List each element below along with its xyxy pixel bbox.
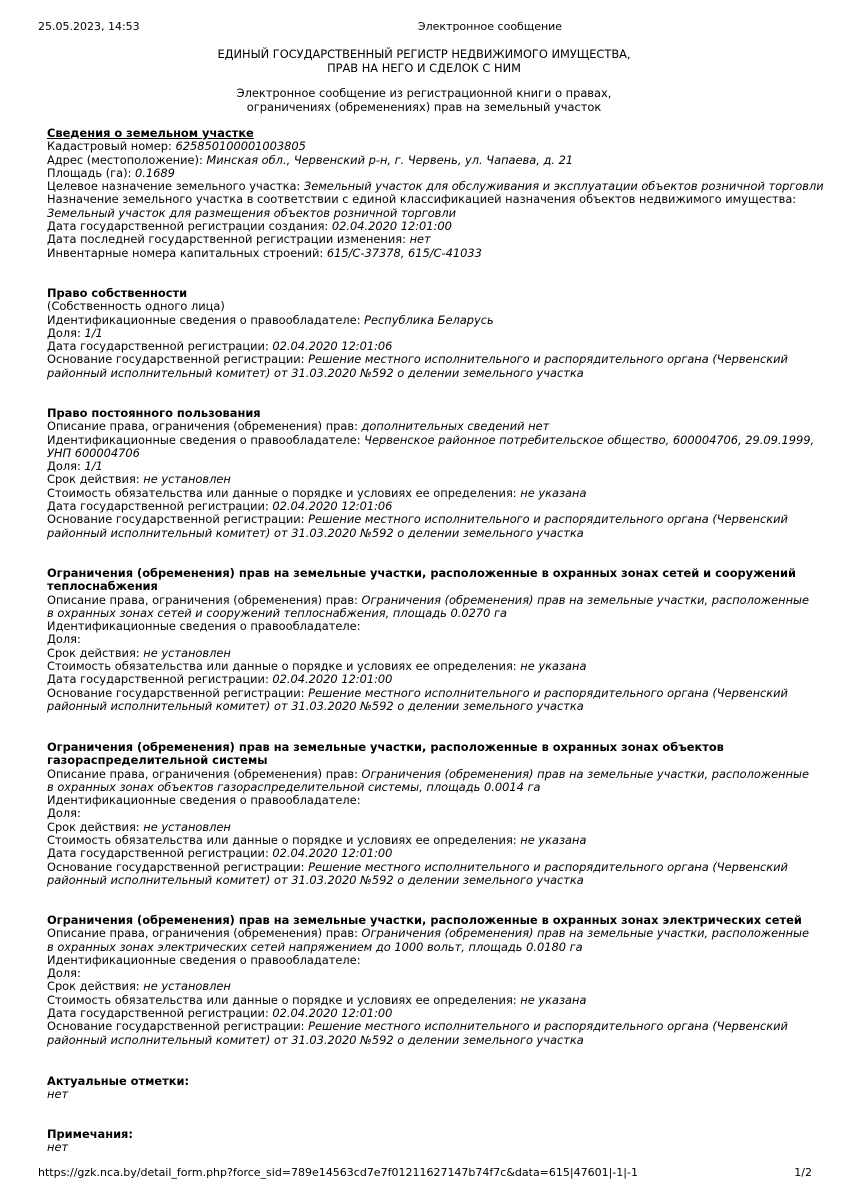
field-classification-value: Земельный участок для размещения объектов розничной торговли: [47, 205, 457, 220]
field-registration-date: [47, 500, 817, 513]
field-cadastral-number: [47, 140, 817, 153]
section-title: Ограничения (обременения) прав на земельные участки, расположенные в охранных зонах электрических сетей: [47, 913, 802, 927]
field-description: [47, 420, 817, 433]
field-label: Дата государственной регистрации:: [47, 339, 273, 354]
print-page-title: Электронное сообщение: [417, 20, 563, 33]
field-description-continued: в охранных зонах объектов газораспределительной системы, площадь 0.0014 га: [47, 779, 541, 794]
field-value: 02.04.2020 12:01:00: [331, 219, 452, 234]
field-label: Дата государственной регистрации:: [47, 846, 273, 861]
section-title: Актуальные отметки:: [47, 1074, 189, 1088]
field-basis-continued: районный исполнительный комитет) от 31.03.2020 №592 о делении земельного участка: [47, 1032, 584, 1047]
field-basis-continued: районный исполнительный комитет) от 31.03.2020 №592 о делении земельного участка: [47, 365, 584, 380]
field-description: [47, 768, 817, 781]
field-description: [47, 594, 817, 607]
field-label: Описание права, ограничения (обременения) прав:: [47, 592, 362, 607]
section-ownership: [47, 287, 817, 380]
field-share: Доля:: [47, 966, 81, 981]
field-label: Стоимость обязательства или данные о порядке и условиях ее определения:: [47, 992, 521, 1007]
field-value: не установлен: [143, 645, 231, 660]
field-label: Дата последней государственной регистрации изменения:: [47, 232, 410, 247]
field-value: 1/1: [84, 459, 103, 474]
field-value: не установлен: [143, 819, 231, 834]
field-term: [47, 821, 817, 834]
section-value: нет: [47, 1087, 69, 1102]
field-value: нет: [409, 232, 431, 247]
field-value: не указана: [520, 485, 587, 500]
field-label: Дата государственной регистрации:: [47, 1006, 273, 1021]
field-label: Срок действия:: [47, 979, 144, 994]
field-label: Дата государственной регистрации:: [47, 499, 273, 514]
section-value: нет: [47, 1140, 69, 1155]
section-title: Ограничения (обременения) прав на земельные участки, расположенные в охранных зонах объектов: [47, 740, 724, 754]
section-title: Право собственности: [47, 286, 188, 300]
field-value: не установлен: [143, 472, 231, 487]
field-value: Земельный участок для обслуживания и эксплуатации объектов розничной торговли: [303, 179, 824, 194]
field-description-continued: в охранных зонах электрических сетей напряжением до 1000 вольт, площадь 0.0180 га: [47, 939, 583, 954]
field-label: Стоимость обязательства или данные о порядке и условиях ее определения:: [47, 485, 521, 500]
field-value: не установлен: [143, 979, 231, 994]
field-label: Площадь (га):: [47, 165, 136, 180]
section-restriction-gas: [47, 741, 817, 887]
field-holder: Идентификационные сведения о правообладателе:: [47, 952, 361, 967]
section-title: Примечания:: [47, 1127, 133, 1141]
field-description-continued: в охранных зонах сетей и сооружений теплоснабжения, площадь 0.0270 га: [47, 605, 507, 620]
field-value: не указана: [520, 659, 587, 674]
field-description: [47, 927, 817, 940]
field-inventory-numbers: [47, 247, 817, 260]
field-label: Стоимость обязательства или данные о порядке и условиях ее определения:: [47, 659, 521, 674]
section-subtitle: (Собственность одного лица): [47, 299, 225, 314]
field-label: Доля:: [47, 325, 85, 340]
field-cost: [47, 994, 817, 1007]
field-share: [47, 327, 817, 340]
field-value: Решение местного исполнительного и распорядительного органа (Червенский: [308, 1019, 788, 1034]
field-term: [47, 647, 817, 660]
field-address: [47, 154, 817, 167]
field-label: Стоимость обязательства или данные о порядке и условиях ее определения:: [47, 833, 521, 848]
field-holder: [47, 434, 817, 447]
field-label: Срок действия:: [47, 819, 144, 834]
field-term: [47, 473, 817, 486]
field-area: [47, 167, 817, 180]
field-label: Инвентарные номера капитальных строений:: [47, 245, 327, 260]
print-date: 25.05.2023, 14:53: [38, 20, 140, 33]
field-label: Описание права, ограничения (обременения) прав:: [47, 926, 362, 941]
field-value: Республика Беларусь: [364, 312, 494, 327]
field-value: 02.04.2020 12:01:06: [272, 499, 393, 514]
field-holder: Идентификационные сведения о правообладателе:: [47, 793, 361, 808]
field-classification-label: Назначение земельного участка в соответствии с единой классификацией назначения объектов недвижимого имущества:: [47, 192, 797, 207]
field-value: Червенское районное потребительское общество, 600004706, 29.09.1999,: [364, 432, 815, 447]
section-title-continued: газораспределительной системы: [47, 753, 268, 768]
field-value: 1/1: [84, 325, 103, 340]
section-parcel: [47, 126, 824, 260]
field-label: Основание государственной регистрации:: [47, 685, 309, 700]
section-title-continued: теплоснабжения: [47, 579, 158, 594]
field-share: Доля:: [47, 806, 81, 821]
field-value: дополнительных сведений нет: [361, 419, 550, 434]
field-registration-date: [47, 673, 817, 686]
field-basis-continued: районный исполнительный комитет) от 31.03.2020 №592 о делении земельного участка: [47, 698, 584, 713]
field-value: Минская обл., Червенский р-н, г. Червень, ул. Чапаева, д. 21: [206, 152, 574, 167]
field-label: Доля:: [47, 459, 85, 474]
field-cost: [47, 834, 817, 847]
field-value: Ограничения (обременения) прав на земельные участки, расположенные: [361, 766, 810, 781]
field-value: не указана: [520, 992, 587, 1007]
field-cost: [47, 487, 817, 500]
field-registration-date: [47, 1007, 817, 1020]
section-actual-marks: [47, 1075, 817, 1102]
field-value: Ограничения (обременения) прав на земельные участки, расположенные: [361, 926, 810, 941]
field-term: [47, 980, 817, 993]
field-value: не указана: [520, 833, 587, 848]
field-value: 02.04.2020 12:01:06: [272, 339, 393, 354]
section-title: Право постоянного пользования: [47, 406, 261, 420]
field-basis: [47, 513, 817, 526]
field-basis-continued: районный исполнительный комитет) от 31.03.2020 №592 о делении земельного участка: [47, 525, 584, 540]
page-number: 1/2: [794, 1166, 812, 1179]
field-basis: [47, 861, 817, 874]
message-title-line1: Электронное сообщение из регистрационной книги о правах,: [236, 86, 612, 100]
field-cost: [47, 660, 817, 673]
field-value: 02.04.2020 12:01:00: [272, 846, 393, 861]
field-label: Идентификационные сведения о правообладателе:: [47, 432, 365, 447]
section-restriction-electric: [47, 914, 817, 1047]
field-basis: [47, 1020, 817, 1033]
field-label: Кадастровый номер:: [47, 139, 176, 154]
registry-title-line1: ЕДИНЫЙ ГОСУДАРСТВЕННЫЙ РЕГИСТР НЕДВИЖИМОГО ИМУЩЕСТВА,: [217, 47, 631, 61]
field-label: Дата государственной регистрации:: [47, 672, 273, 687]
section-notes: [47, 1128, 817, 1155]
field-holder-continued: УНП 600004706: [47, 445, 140, 460]
field-value: 0.1689: [135, 165, 175, 180]
field-value: Ограничения (обременения) прав на земельные участки, расположенные: [361, 592, 810, 607]
field-changed-date: [47, 233, 817, 246]
field-basis: [47, 687, 817, 700]
field-share: [47, 460, 817, 473]
message-title-line2: ограничениях (обременениях) прав на земельный участок: [246, 99, 602, 114]
field-value: Решение местного исполнительного и распорядительного органа (Червенский: [308, 352, 788, 367]
section-title: Сведения о земельном участке: [47, 126, 254, 140]
field-created-date: [47, 220, 817, 233]
field-label: Основание государственной регистрации:: [47, 1019, 309, 1034]
section-permanent-use: [47, 407, 817, 540]
field-label: Целевое назначение земельного участка:: [47, 179, 304, 194]
field-label: Срок действия:: [47, 472, 144, 487]
section-title: Ограничения (обременения) прав на земельные участки, расположенные в охранных зонах сетей и сооружений: [47, 566, 796, 580]
document-title: [0, 48, 848, 114]
field-holder: Идентификационные сведения о правообладателе:: [47, 619, 361, 634]
field-label: Срок действия:: [47, 645, 144, 660]
field-label: Основание государственной регистрации:: [47, 512, 309, 527]
field-label: Дата государственной регистрации создания:: [47, 219, 332, 234]
field-label: Описание права, ограничения (обременения) прав:: [47, 766, 362, 781]
field-label: Основание государственной регистрации:: [47, 352, 309, 367]
field-value: Решение местного исполнительного и распорядительного органа (Червенский: [308, 685, 788, 700]
field-label: Адрес (местоположение):: [47, 152, 207, 167]
section-restriction-heat: [47, 567, 817, 713]
field-label: Описание права, ограничения (обременения) прав:: [47, 419, 362, 434]
field-value: 02.04.2020 12:01:00: [272, 672, 393, 687]
print-url: https://gzk.nca.by/detail_form.php?force_sid=789e14563cd7e7f01211627147b74f7c&data=615|47601|-1|-1: [38, 1166, 638, 1179]
field-registration-date: [47, 340, 817, 353]
registry-title-line2: ПРАВ НА НЕГО И СДЕЛОК С НИМ: [327, 60, 521, 75]
field-basis: [47, 353, 817, 366]
field-registration-date: [47, 847, 817, 860]
field-basis-continued: районный исполнительный комитет) от 31.03.2020 №592 о делении земельного участка: [47, 872, 584, 887]
field-value: Решение местного исполнительного и распорядительного органа (Червенский: [308, 512, 788, 527]
field-value: Решение местного исполнительного и распорядительного органа (Червенский: [308, 859, 788, 874]
field-share: Доля:: [47, 632, 81, 647]
field-label: Идентификационные сведения о правообладателе:: [47, 312, 365, 327]
field-purpose: [47, 179, 824, 194]
field-label: Основание государственной регистрации:: [47, 859, 309, 874]
field-value: 02.04.2020 12:01:00: [272, 1006, 393, 1021]
field-holder: [47, 314, 817, 327]
field-value: 615/С-37378, 615/С-41033: [326, 245, 482, 260]
field-value: 625850100001003805: [175, 139, 306, 154]
